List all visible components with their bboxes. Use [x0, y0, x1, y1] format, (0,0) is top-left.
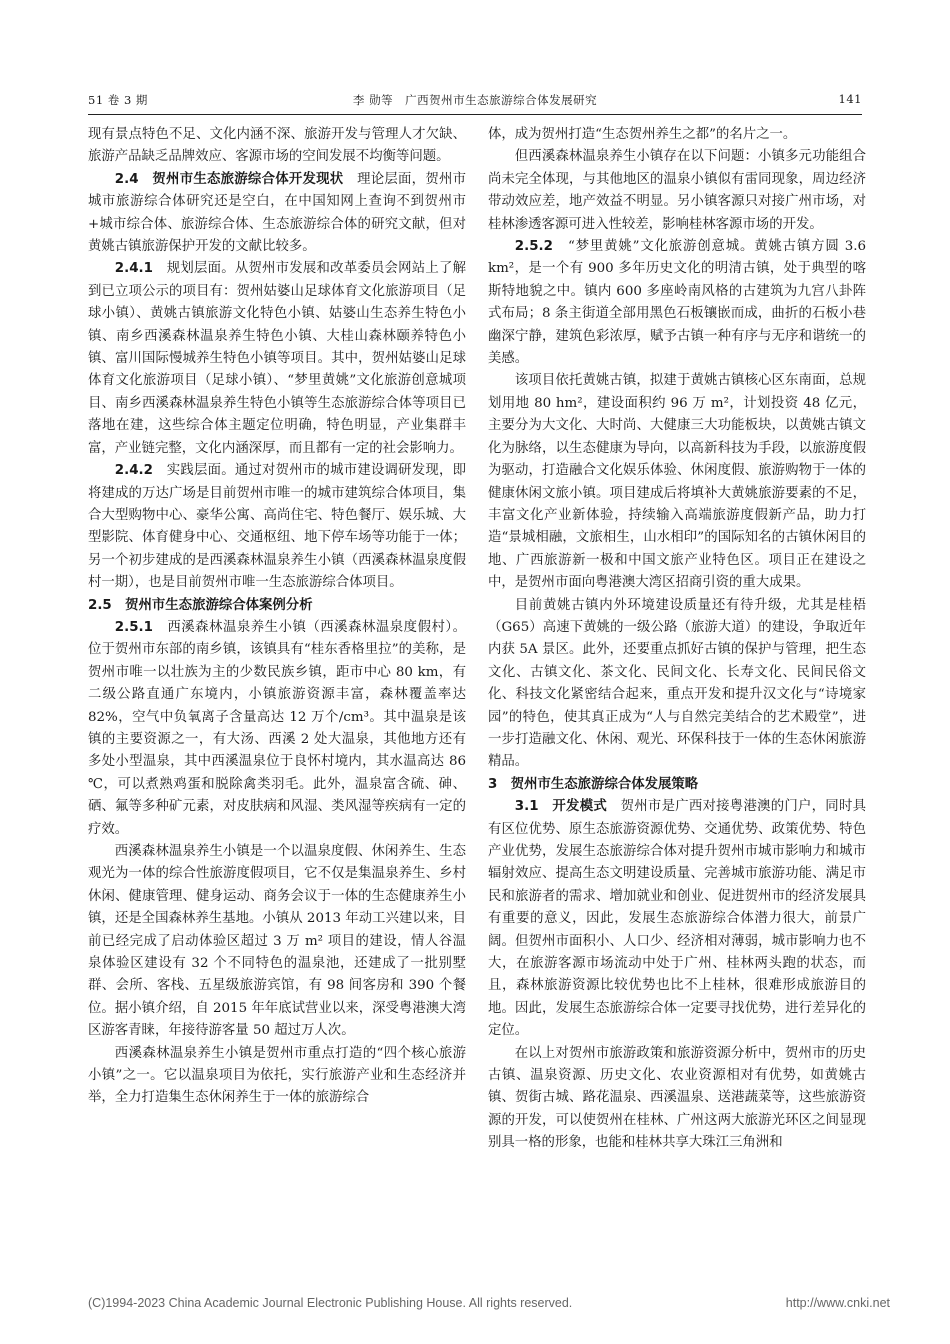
paragraph: 在以上对贺州市旅游政策和旅游资源分析中，贺州市的历史古镇、温泉资源、历史文化、农业资源相对有优势，如黄姚古镇、贺街古城、路花温泉、西溪温泉、送港蔬菜等，这些旅游资源的开发，可以使贺州在桂林、广州这两大旅游光环区之间显现别具一格的形象，也能和桂林共享大珠江三角洲和: [488, 1045, 866, 1151]
paragraph: 目前黄姚古镇内外环境建设质量还有待升级，尤其是桂梧（G65）高速下黄姚的一级公路（旅游大道）的建设，争取近年内获 5A 景区。此外，还要重点抓好古镇的保护与管理，把生态文化、古镇文化、茶文化、民间文化、长寿文化、民间民俗文化、科技文化紧密结合起来，重点开发和提升汉文化与“诗境家园”的特色，使其真正成为“人与自然完美结合的艺术殿堂”，进一步打造融文化、休闲、观光、环保科技于一体的生态休闲旅游精品。: [488, 597, 866, 770]
paragraph: 西溪森林温泉养生小镇是贺州市重点打造的“四个核心旅游小镇”之一。它以温泉项目为依托，实行旅游产业和生态经济并举，全力打造集生态休闲养生于一体的旅游综合: [88, 1045, 466, 1106]
section-text: 贺州市是广西对接粤港澳的门户，同时具有区位优势、原生态旅游资源优势、交通优势、政策优势、特色产业优势，发展生态旅游综合体对提升贺州市城市影响力和城市辐射效应、提高生态文明建设质量、完善城市旅游功能、满足市民和旅游者的需求、增加就业和创业、促进贺州市的经济发展具有重要的意义，因此，发展生态旅游综合体潜力很大，前景广阔。但贺州市面积小、人口少、经济相对薄弱，城市影响力也不大，在旅游客源市场流动中处于广州、桂林两头跑的状态，而且，森林旅游资源比较优势也比不上桂林，很难形成旅游目的地。因此，发展生态旅游综合体一定要寻找优势，进行差异化的定位。: [488, 799, 866, 1039]
running-title: 李 勋等 广西贺州市生态旅游综合体发展研究: [352, 93, 598, 107]
section-number: 2.4.1: [114, 261, 153, 277]
section-number: 2.5.1: [114, 619, 153, 635]
left-column: [88, 124, 466, 1110]
header-rule: [88, 114, 862, 115]
section-number: 2.5.2: [514, 239, 553, 255]
paragraph: 但西溪森林温泉养生小镇存在以下问题：小镇多元功能组合尚未完全体现，与其他地区的温泉小镇似有雷同现象，周边经济带动效应差，地产效益不明显。另小镇客源只对接广州市场，对桂林渗透客源可进入性较差，影响桂林客源市场的开发。: [488, 149, 866, 232]
copyright-notice: (C)1994-2023 China Academic Journal Electronic Publishing House. All rights reserved.: [88, 1296, 573, 1310]
paragraph: 西溪森林温泉养生小镇是一个以温泉度假、休闲养生、生态观光为一体的综合性旅游度假项目，它不仅是集温泉养生、乡村休闲、健康管理、健身运动、商务会议于一体的生态健康养生小镇，还是全国森林养生基地。小镇从 2013 年动工兴建以来，目前已经完成了启动体验区超过 3 万 m² 项目的建设，情人谷温泉体验区建设有 32 个不同特色的温泉池，还建成了一批别墅群、会所、客栈、五星级旅游宾馆，有 98 间客房和 390 个餐位。据小镇介绍，自 2015 年年底试营业以来，深受粤港澳大湾区游客青睐，年接待游客量 50 超过万人次。: [88, 844, 466, 1039]
section-heading-3: 3 贺州市生态旅游综合体发展策略: [488, 776, 699, 792]
right-column: [488, 124, 866, 1155]
footer-url: http://www.cnki.net: [785, 1296, 890, 1310]
section-2-4-1: [88, 258, 466, 460]
section-number: 2.4.2: [114, 463, 153, 479]
section-2-5-1: [88, 617, 466, 841]
section-text: “梦里黄姚”文化旅游创意城。黄姚古镇方圆 3.6 km²，是一个有 900 多年历史文化的明清古镇，处于典型的喀斯特地貌之中。镇内 600 多座岭南风格的古建筑为九宫八卦阵式布局；8 条主街道全部用黑色石板镶嵌而成，曲折的石板小巷幽深宁静，建筑色彩浓厚，赋予古镇一种有序与无序和谐统一的美感。: [488, 239, 866, 367]
section-heading-2-5: 2.5 贺州市生态旅游综合体案例分析: [88, 597, 313, 613]
section-heading: 3.1 开发模式: [514, 799, 607, 815]
section-text: 实践层面。通过对贺州市的城市建设调研发现，即将建成的万达广场是目前贺州市唯一的城市建筑综合体项目，集合大型购物中心、豪华公寓、高尚住宅、特色餐厅、娱乐城、大型影院、体育健身中心、交通枢纽、地下停车场等功能于一体；另一个初步建成的是西溪森林温泉养生小镇（西溪森林温泉度假村一期），也是目前贺州市唯一生态旅游综合体项目。: [88, 463, 466, 591]
page-number: 141: [838, 92, 862, 106]
section-2-4: [88, 169, 466, 259]
section-heading: 2.4 贺州市生态旅游综合体开发现状: [114, 171, 344, 187]
journal-volume: 51 卷 3 期: [88, 93, 148, 107]
section-text: 理论层面，贺州市城市旅游综合体研究还是空白，在中国知网上查询不到贺州市+城市综合体、旅游综合体、生态旅游综合体的研究文献，但对黄姚古镇旅游保护开发的文献比较多。: [88, 171, 466, 255]
section-2-5-2: [488, 236, 866, 370]
section-3-1: [488, 796, 866, 1042]
paragraph: 该项目依托黄姚古镇，拟建于黄姚古镇核心区东南面，总规划用地 80 hm²，建设面积约 96 万 m²，计划投资 48 亿元，主要分为大文化、大时尚、大健康三大功能板块，以黄姚古镇文化为脉络，以生态健康为导向，以高新科技为手段，以旅游度假为驱动，打造融合文化娱乐体验、休闲度假、旅游购物于一体的健康休闲文旅小镇。项目建成后将填补大黄姚旅游要素的不足，丰富文化产业新体验，持续输入高端旅游度假新产品，助力打造“景城相融，文旅相生，山水相印”的国际知名的古镇休闲目的地、广西旅游新一极和中国文旅产业特色区。项目正在建设之中，是贺州市面向粤港澳大湾区招商引资的重大成果。: [488, 373, 866, 591]
section-text: 规划层面。从贺州市发展和改革委员会网站上了解到已立项公示的项目有：贺州姑婆山足球体育文化旅游项目（足球小镇）、黄姚古镇旅游文化特色小镇、姑婆山生态养生特色小镇、南乡西溪森林温泉养生特色小镇、大桂山森林颐养特色小镇、富川国际慢城养生特色小镇等项目。其中，贺州姑婆山足球体育文化旅游项目（足球小镇）、“梦里黄姚”文化旅游创意城项目、南乡西溪森林温泉养生特色小镇等生态旅游综合体等项目已落地在建，这些综合体主题定位明确，特色明显，产业集群丰富，产业链完整，文化内涵深厚，而且都有一定的社会影响力。: [88, 261, 466, 456]
paragraph: 现有景点特色不足、文化内涵不深、旅游开发与管理人才欠缺、旅游产品缺乏品牌效应、客源市场的空间发展不均衡等问题。: [88, 127, 466, 165]
section-text: 西溪森林温泉养生小镇（西溪森林温泉度假村）。位于贺州市东部的南乡镇，该镇具有“桂东香格里拉”的美称，是贺州市唯一以壮族为主的少数民族乡镇，距市中心 80 km，有二级公路直通广东境内，小镇旅游资源丰富，森林覆盖率达 82%，空气中负氧离子含量高达 12 万个/cm³。其中温泉是该镇的主要资源之一，有大汤、西溪 2 处大温泉，其他地方还有多处小型温泉，其中西溪温泉位于良怀村境内，其水温高达 86 ℃，可以煮熟鸡蛋和脱除禽类羽毛。此外，温泉富含硫、砷、硒、氟等多种矿元素，对皮肤病和风湿、类风湿等疾病有一定的疗效。: [88, 619, 466, 837]
section-2-4-2: [88, 460, 466, 594]
paragraph: 体，成为贺州打造“生态贺州养生之都”的名片之一。: [488, 127, 797, 142]
running-header: [88, 92, 862, 112]
